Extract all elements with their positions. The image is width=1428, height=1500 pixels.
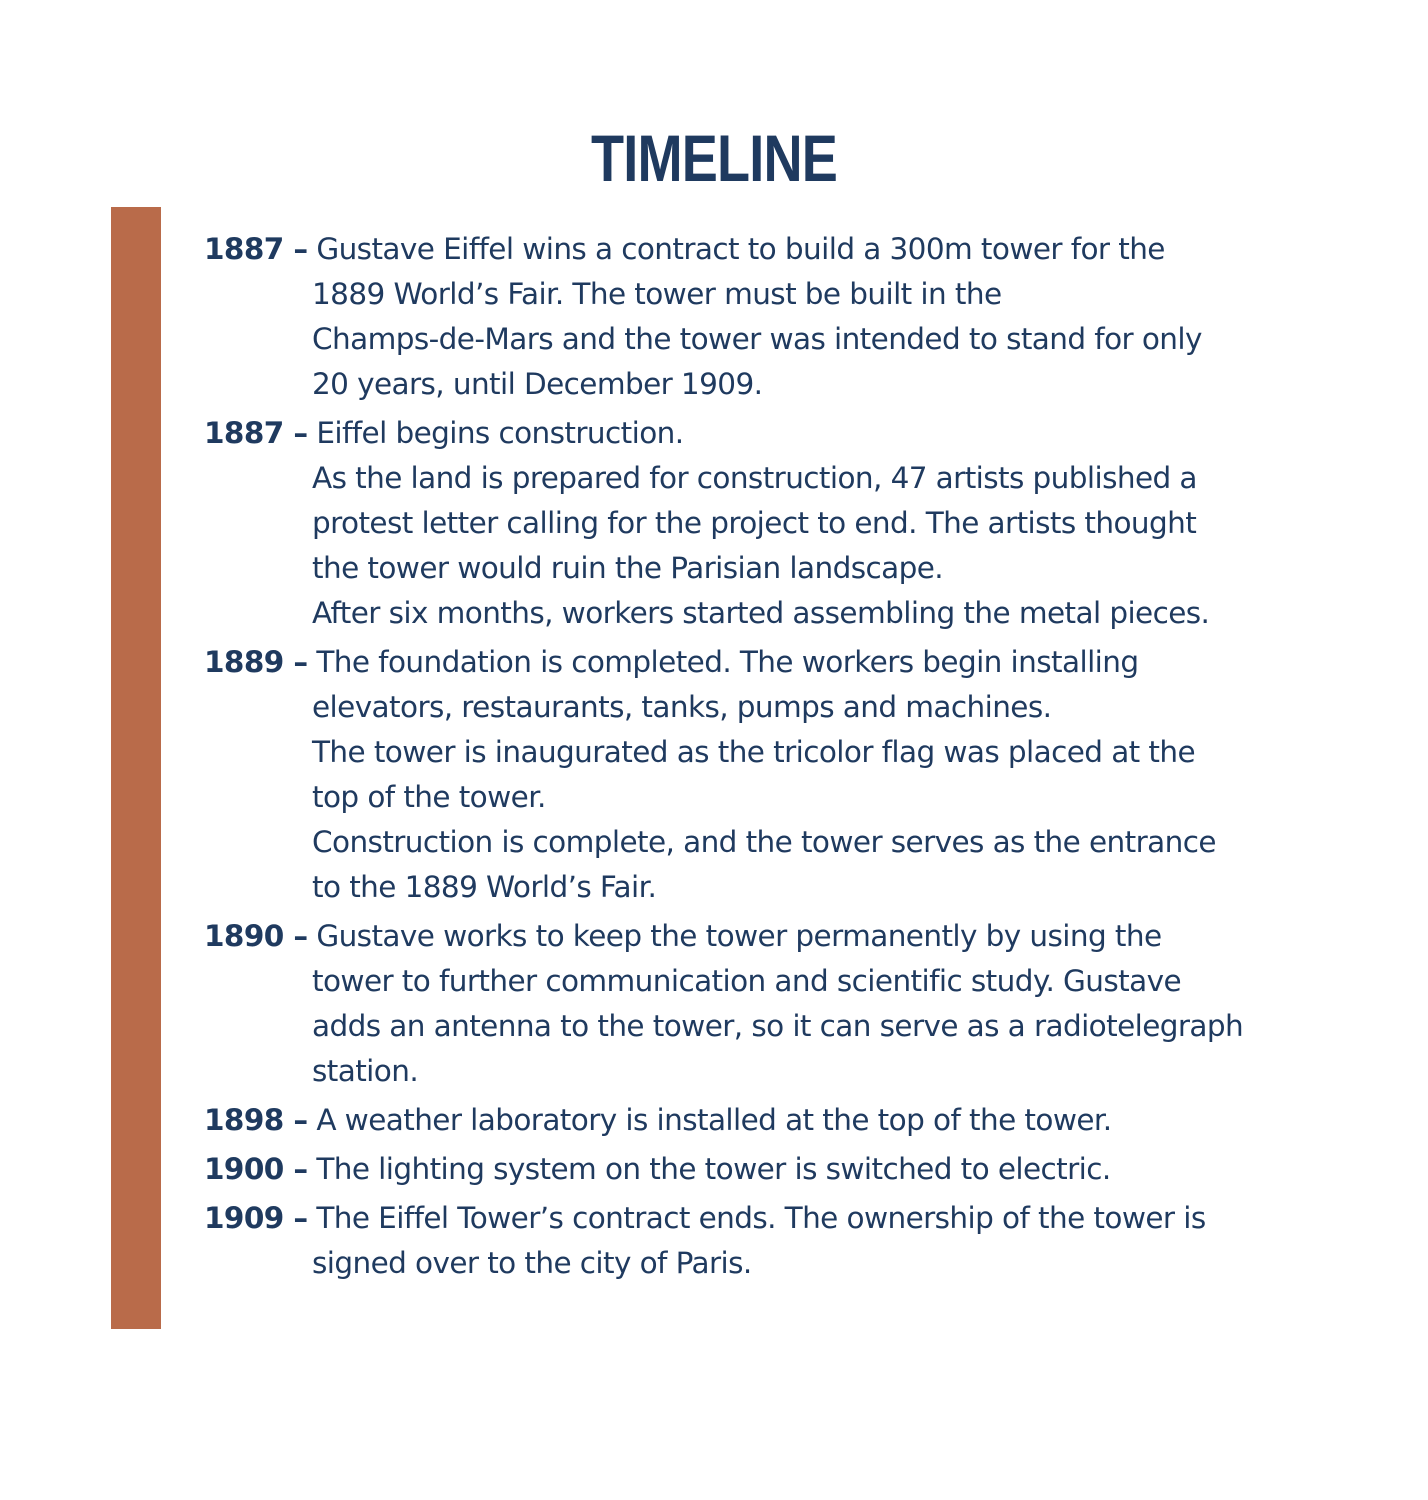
page-title: TIMELINE [591, 121, 837, 195]
entry-text: The lighting system on the tower is switched to electric. [316, 1152, 1111, 1186]
entry-text-line: Construction is complete, and the tower serves as the entrance [312, 825, 1216, 859]
timeline-entry [204, 640, 1404, 910]
entry-text: The Eiffel Tower’s contract ends. The ownership of the tower is [316, 1201, 1206, 1235]
entry-text: Gustave works to keep the tower permanently by using the [316, 919, 1162, 953]
timeline-entry [204, 411, 1404, 636]
timeline-entry [204, 1098, 1404, 1143]
entry-text-line: 20 years, until December 1909. [312, 367, 763, 401]
timeline-entry [204, 227, 1404, 407]
entry-first-line [204, 914, 1404, 959]
timeline-entry [204, 1147, 1404, 1192]
entry-first-line [204, 227, 1404, 272]
entry-text-line: tower to further communication and scientific study. Gustave [312, 964, 1182, 998]
timeline-entry [204, 914, 1404, 1094]
entry-text: A weather laboratory is installed at the top of the tower. [316, 1103, 1112, 1137]
entry-text-line: to the 1889 World’s Fair. [312, 870, 657, 904]
entry-text-line: top of the tower. [312, 780, 546, 814]
entry-text: Eiffel begins construction. [316, 416, 684, 450]
entry-text-line: As the land is prepared for construction, 47 artists published a [312, 461, 1197, 495]
entry-text-line: adds an antenna to the tower, so it can serve as a radiotelegraph [312, 1009, 1244, 1043]
entry-text-line: the tower would ruin the Parisian landscape. [312, 551, 944, 585]
entry-text-line: The tower is inaugurated as the tricolor flag was placed at the [312, 735, 1196, 769]
entry-first-line [204, 1196, 1404, 1241]
entry-text: The foundation is completed. The workers begin installing [316, 645, 1139, 679]
accent-bar [111, 207, 161, 1329]
entry-text-line: station. [312, 1054, 419, 1088]
entry-year: 1887 – [204, 232, 308, 266]
entry-text-line: elevators, restaurants, tanks, pumps and machines. [312, 690, 1052, 724]
entry-text-line: After six months, workers started assembling the metal pieces. [312, 596, 1210, 630]
entry-year: 1887 – [204, 416, 308, 450]
timeline-entry [204, 1196, 1404, 1286]
entry-year: 1898 – [204, 1103, 308, 1137]
entry-year: 1889 – [204, 645, 308, 679]
entry-text-line: signed over to the city of Paris. [312, 1246, 752, 1280]
entry-year: 1890 – [204, 919, 308, 953]
entry-first-line [204, 1147, 1404, 1192]
entry-first-line [204, 640, 1404, 685]
entry-year: 1909 – [204, 1201, 308, 1235]
entry-first-line [204, 411, 1404, 456]
timeline-entries [204, 227, 1404, 1290]
entry-first-line [204, 1098, 1404, 1143]
entry-text: Gustave Eiffel wins a contract to build a 300m tower for the [316, 232, 1165, 266]
entry-year: 1900 – [204, 1152, 308, 1186]
entry-text-line: 1889 World’s Fair. The tower must be built in the [312, 277, 1002, 311]
entry-text-line: protest letter calling for the project to end. The artists thought [312, 506, 1197, 540]
entry-text-line: Champs-de-Mars and the tower was intended to stand for only [312, 322, 1202, 356]
